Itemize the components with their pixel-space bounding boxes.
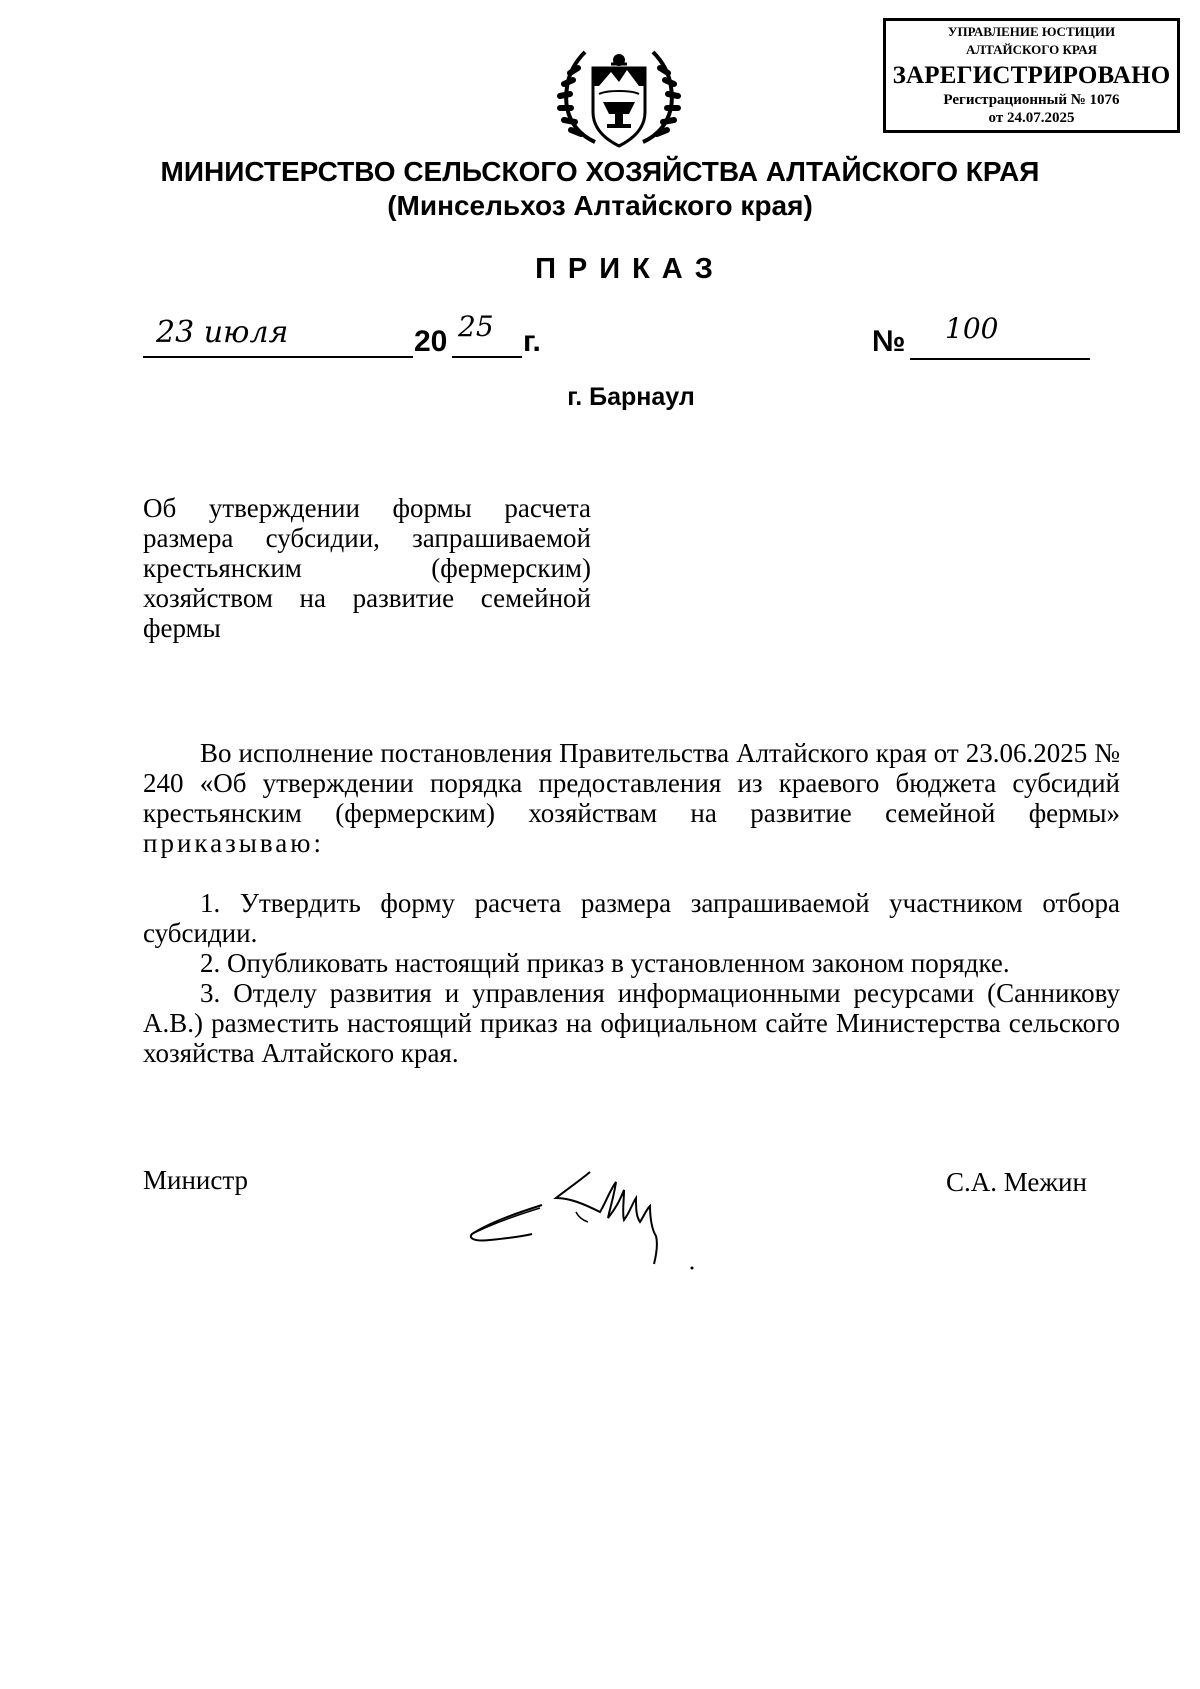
- order-item-3: 3. Отделу развития и управления информационными ресурсами (Санникову А.В.) разместить настоящий приказ на официальном сайте Министерства сельского хозяйства Алтайского края.: [143, 978, 1120, 1068]
- order-subject: [143, 493, 591, 643]
- order-body: [143, 738, 1120, 1068]
- decree-word: приказываю:: [143, 828, 324, 858]
- stamp-status: ЗАРЕГИСТРИРОВАНО: [892, 62, 1171, 89]
- signatory-title: Министр: [143, 1165, 248, 1195]
- year-handwritten: 25: [458, 310, 494, 343]
- stamp-reg-number: Регистрационный № 1076: [943, 92, 1120, 108]
- stamp-org-line1: УПРАВЛЕНИЕ ЮСТИЦИИ: [947, 24, 1116, 39]
- order-date-handwritten: 23 июля: [156, 315, 289, 350]
- year-suffix: г.: [523, 325, 541, 358]
- ministry-header: [0, 155, 1200, 223]
- coat-of-arms-icon: [555, 42, 683, 154]
- stamp-reg-date: от 24.07.2025: [988, 110, 1075, 126]
- date-underline: [143, 356, 413, 358]
- document-type-title: ПРИКАЗ: [535, 253, 725, 285]
- subject-line: размера субсидии, запрашиваемой: [143, 523, 591, 553]
- year-underline: [452, 356, 522, 358]
- ministry-short-name: (Минсельхоз Алтайского края): [387, 190, 813, 221]
- preamble-paragraph: [143, 738, 1120, 858]
- city: г. Барнаул: [567, 383, 695, 411]
- order-item-1: 1. Утвердить форму расчета размера запрашиваемой участником отбора субсидии.: [143, 888, 1120, 948]
- subject-line: хозяйством на развитие семейной: [143, 583, 591, 613]
- subject-line: крестьянским (фермерским): [143, 553, 591, 583]
- signatory-name: С.А. Межин: [946, 1167, 1087, 1197]
- number-underline: [910, 358, 1090, 360]
- subject-line: Об утверждении формы расчета: [143, 493, 591, 523]
- order-number-handwritten: 100: [945, 312, 999, 345]
- stamp-org-line2: АЛТАЙСКОГО КРАЯ: [966, 42, 1097, 57]
- year-prefix: 20: [414, 325, 448, 358]
- order-number-prefix: №: [872, 325, 906, 358]
- order-item-2: 2. Опубликовать настоящий приказ в установленном законом порядке.: [200, 948, 1010, 978]
- handwritten-signature: [460, 1160, 720, 1275]
- ministry-name: МИНИСТЕРСТВО СЕЛЬСКОГО ХОЗЯЙСТВА АЛТАЙСКОГО КРАЯ: [160, 156, 1040, 187]
- preamble-text: Во исполнение постановления Правительства Алтайского края от 23.06.2025 № 240 «Об утверждении порядка предоставления из краевого бюджета субсидий крестьянским (фермерским) хозяйствам на развитие семейной фермы»: [143, 738, 1120, 828]
- subject-line: фермы: [143, 613, 221, 643]
- registration-stamp: [883, 18, 1180, 133]
